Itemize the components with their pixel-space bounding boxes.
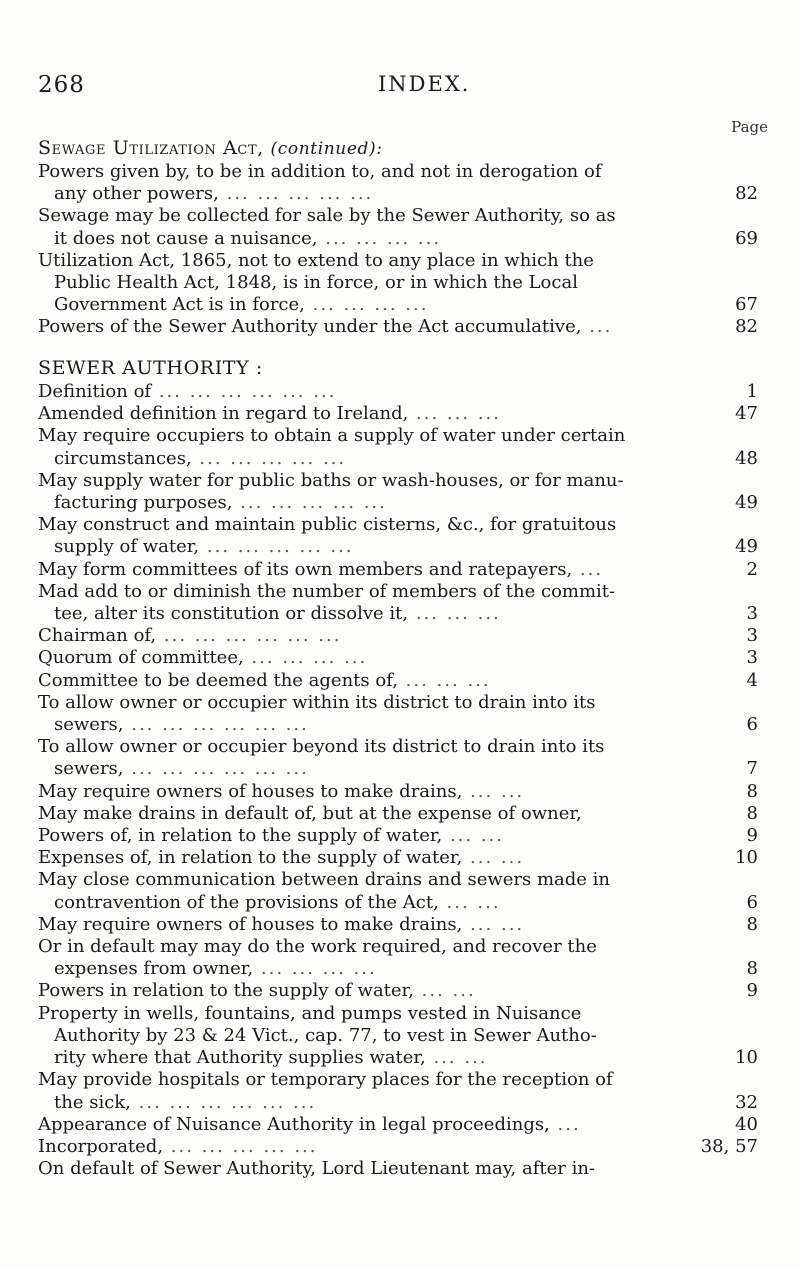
section-heading xyxy=(38,357,758,381)
index-entry xyxy=(38,1158,758,1180)
entry-page-number: 4 xyxy=(746,669,758,691)
index-entry xyxy=(38,581,758,625)
entry-line: it does not cause a nuisance, ... ... ... ... xyxy=(54,227,442,249)
entry-page-number: 8 xyxy=(746,958,758,980)
entry-line: supply of water, ... ... ... ... ... xyxy=(54,536,354,558)
leader-dots: ... ... ... ... xyxy=(304,294,429,316)
entry-page-number: 48 xyxy=(735,447,758,469)
index-entry xyxy=(38,803,758,825)
index-entry xyxy=(38,1136,758,1158)
entry-line: On default of Sewer Authority, Lord Lieutenant may, after in- xyxy=(38,1158,596,1180)
entry-line: Utilization Act, 1865, not to extend to any place in which the xyxy=(38,249,594,271)
entry-line: expenses from owner, ... ... ... ... xyxy=(54,958,377,980)
entry-line: Amended definition in regard to Ireland, ... ... ... xyxy=(38,403,501,425)
entry-line: Public Health Act, 1848, is in force, or in which the Local xyxy=(54,272,578,294)
entry-page-number: 6 xyxy=(746,891,758,913)
entry-line: Sewage may be collected for sale by the Sewer Authority, so as xyxy=(38,205,616,227)
section-heading-suffix: (continued): xyxy=(270,139,383,159)
leader-dots: ... ... ... ... ... ... xyxy=(156,625,342,647)
index-entry xyxy=(38,625,758,647)
entry-page-number: 10 xyxy=(735,1047,758,1069)
leader-dots: ... ... ... ... xyxy=(253,958,377,980)
entry-page-number: 49 xyxy=(735,536,758,558)
index-entry xyxy=(38,1069,758,1113)
entry-page-number: 40 xyxy=(735,1113,758,1135)
entry-line: Chairman of, ... ... ... ... ... ... xyxy=(38,625,342,647)
entry-line: Expenses of, in relation to the supply of water, ... ... xyxy=(38,847,525,869)
index-entry xyxy=(38,781,758,803)
leader-dots: ... xyxy=(581,316,613,338)
entry-page-number: 1 xyxy=(746,381,758,402)
entry-line: the sick, ... ... ... ... ... ... xyxy=(54,1091,317,1113)
entry-line: May provide hospitals or temporary places for the reception of xyxy=(38,1069,613,1091)
entry-line: Powers of, in relation to the supply of water, ... ... xyxy=(38,825,504,847)
entry-line: May form committees of its own members and ratepayers, ... xyxy=(38,558,604,580)
leader-dots: ... ... ... ... ... xyxy=(218,183,374,205)
leader-dots: ... ... ... ... xyxy=(317,227,442,249)
index-entry xyxy=(38,425,758,469)
entry-page-number: 82 xyxy=(735,316,758,338)
entry-line: Authority by 23 & 24 Vict., cap. 77, to vest in Sewer Autho- xyxy=(54,1024,597,1046)
index-entry xyxy=(38,250,758,317)
entry-line: Powers given by, to be in addition to, and not in derogation of xyxy=(38,161,602,182)
page-number: 268 xyxy=(38,72,85,98)
leader-dots: ... ... ... ... ... ... xyxy=(151,381,337,402)
entry-page-number: 8 xyxy=(746,780,758,802)
entry-page-number: 3 xyxy=(746,603,758,625)
index-entry xyxy=(38,869,758,913)
leader-dots: ... ... ... ... ... xyxy=(163,1135,318,1157)
leader-dots: ... ... ... ... ... xyxy=(191,447,347,469)
index-entry xyxy=(38,1114,758,1136)
index-section-sewer-authority xyxy=(38,357,758,1180)
entry-line: sewers, ... ... ... ... ... ... xyxy=(54,758,309,780)
entry-line: May supply water for public baths or wash-houses, or for manu- xyxy=(38,469,624,491)
entry-line: Definition of ... ... ... ... ... ... xyxy=(38,381,337,402)
entry-page-number: 9 xyxy=(746,980,758,1002)
entry-page-number: 49 xyxy=(735,492,758,514)
index-entry xyxy=(38,316,758,338)
entry-page-number: 67 xyxy=(735,294,758,316)
page-column-heading: Page xyxy=(731,118,768,136)
entry-line: Powers in relation to the supply of water, ... ... xyxy=(38,980,476,1002)
entry-page-number: 6 xyxy=(746,714,758,736)
entry-line: To allow owner or occupier beyond its district to drain into its xyxy=(38,736,605,758)
section-heading xyxy=(38,137,758,161)
leader-dots: ... xyxy=(549,1113,581,1135)
entry-page-number: 9 xyxy=(746,825,758,847)
entry-line: Incorporated, ... ... ... ... ... xyxy=(38,1135,318,1157)
leader-dots: ... ... xyxy=(413,980,476,1002)
entry-line: rity where that Authority supplies water, ... ... xyxy=(54,1047,488,1069)
entry-line: May require owners of houses to make drains, ... ... xyxy=(38,913,525,935)
entry-line: May construct and maintain public cisterns, &c., for gratuitous xyxy=(38,514,617,536)
entry-page-number: 7 xyxy=(746,758,758,780)
section-heading-text: Sewage Utilization Act, xyxy=(38,137,264,159)
leader-dots: ... ... xyxy=(442,825,504,847)
entry-page-number: 38, 57 xyxy=(700,1135,758,1157)
entry-line: contravention of the provisions of the Act, ... ... xyxy=(54,891,501,913)
leader-dots: ... ... xyxy=(425,1047,488,1069)
entry-line: May close communication between drains and sewers made in xyxy=(38,869,611,891)
entry-page-number: 32 xyxy=(735,1091,758,1113)
leader-dots: ... ... xyxy=(462,847,525,869)
entry-line: Committee to be deemed the agents of, ... ... ... xyxy=(38,669,491,691)
entry-line: Or in default may may do the work required, and recover the xyxy=(38,936,597,958)
entry-line: May require owners of houses to make drains, ... ... xyxy=(38,780,525,802)
leader-dots: ... ... xyxy=(438,891,501,913)
section-heading-text: SEWER AUTHORITY : xyxy=(38,357,263,379)
entry-line: Mad add to or diminish the number of members of the commit- xyxy=(38,580,616,602)
entry-line: Appearance of Nuisance Authority in legal proceedings, ... xyxy=(38,1113,581,1135)
entry-page-number: 8 xyxy=(746,913,758,935)
index-section-sewage-utilization xyxy=(38,137,758,339)
leader-dots: ... ... ... ... ... ... xyxy=(123,758,309,780)
entry-line: any other powers, ... ... ... ... ... xyxy=(54,183,374,205)
index-entry xyxy=(38,914,758,936)
entry-page-number: 69 xyxy=(735,227,758,249)
leader-dots: ... ... ... xyxy=(408,403,501,425)
leader-dots: ... ... ... xyxy=(408,603,501,625)
index-entry xyxy=(38,403,758,425)
index-entry xyxy=(38,670,758,692)
entry-line: To allow owner or occupier within its district to drain into its xyxy=(38,691,596,713)
leader-dots: ... ... ... ... ... xyxy=(232,492,387,514)
leader-dots: ... ... xyxy=(462,913,525,935)
index-entry xyxy=(38,205,758,249)
entry-line: Property in wells, fountains, and pumps vested in Nuisance xyxy=(38,1002,582,1024)
index-entry xyxy=(38,470,758,514)
index-entry xyxy=(38,692,758,736)
entry-page-number: 10 xyxy=(735,847,758,869)
entry-line: Government Act is in force, ... ... ... ... xyxy=(54,294,429,316)
entry-list xyxy=(38,161,758,339)
index-entry xyxy=(38,559,758,581)
index-entry xyxy=(38,980,758,1002)
running-title: INDEX. xyxy=(378,72,471,96)
entry-line: circumstances, ... ... ... ... ... xyxy=(54,447,347,469)
leader-dots: ... ... ... ... ... ... xyxy=(130,1091,317,1113)
entry-line: facturing purposes, ... ... ... ... ... xyxy=(54,492,387,514)
entry-line: May make drains in default of, but at the expense of owner, xyxy=(38,802,582,824)
entry-line: Quorum of committee, ... ... ... ... xyxy=(38,647,368,669)
entry-page-number: 2 xyxy=(746,558,758,580)
index-entry xyxy=(38,936,758,980)
index-entry xyxy=(38,1003,758,1070)
entry-line: Powers of the Sewer Authority under the Act accumulative, ... xyxy=(38,316,613,338)
page-header xyxy=(38,72,800,102)
entry-line: May require occupiers to obtain a supply of water under certain xyxy=(38,425,626,447)
entry-page-number: 47 xyxy=(735,403,758,425)
leader-dots: ... ... ... ... ... ... xyxy=(123,714,309,736)
leader-dots: ... xyxy=(572,558,604,580)
entry-list xyxy=(38,381,758,1180)
entry-page-number: 82 xyxy=(735,183,758,205)
index-entry xyxy=(38,825,758,847)
leader-dots: ... ... ... ... ... xyxy=(199,536,354,558)
entry-page-number: 3 xyxy=(746,647,758,669)
index-entry xyxy=(38,514,758,558)
index-entry xyxy=(38,736,758,780)
leader-dots: ... ... ... ... xyxy=(243,647,368,669)
leader-dots: ... ... ... xyxy=(397,669,491,691)
index-entry xyxy=(38,381,758,403)
entry-page-number: 3 xyxy=(746,625,758,647)
index-entry xyxy=(38,847,758,869)
entry-page-number: 8 xyxy=(746,802,758,824)
index-entry xyxy=(38,161,758,205)
index-entry xyxy=(38,647,758,669)
leader-dots: ... ... xyxy=(462,780,525,802)
entry-line: sewers, ... ... ... ... ... ... xyxy=(54,714,309,736)
entry-line: tee, alter its constitution or dissolve it, ... ... ... xyxy=(54,603,501,625)
